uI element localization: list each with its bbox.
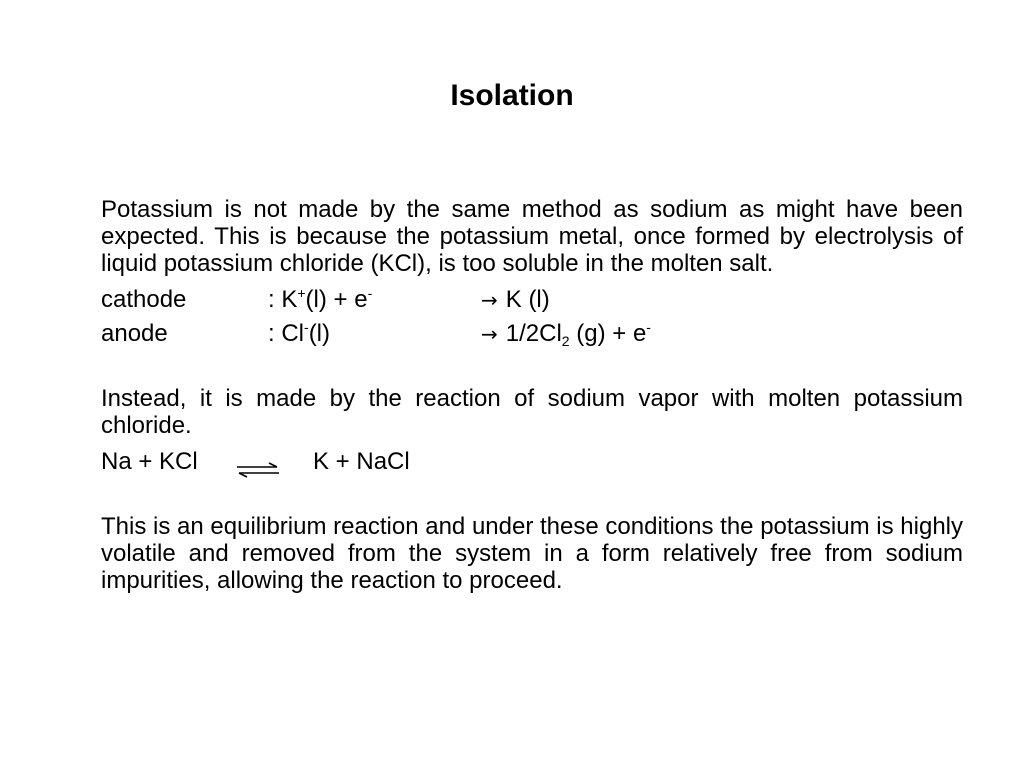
- right-arrow-icon: →: [481, 322, 498, 346]
- reaction-products: K + NaCl: [313, 448, 410, 475]
- anode-reactants: : Cl-(l): [268, 319, 331, 347]
- paragraph-sodium-vapor: Instead, it is made by the reaction of sodium vapor with molten potassium chloride.: [101, 385, 963, 439]
- paragraph-electrolysis: Potassium is not made by the same method as sodium as might have been expected. This is because the potassium metal, once formed by electrolysis of liquid potassium chloride (KCl), is too soluble in the molten salt.: [101, 196, 963, 277]
- cathode-products: → K (l): [481, 283, 550, 317]
- cathode-label: cathode: [101, 286, 187, 313]
- paragraph-equilibrium: This is an equilibrium reaction and under these conditions the potassium is highly volatile and removed from the system in a form relatively free from sodium impurities, allowing the reaction to proceed.: [101, 513, 963, 594]
- cathode-reactants: : K+(l) + e-: [268, 285, 373, 313]
- reaction-reactants: Na + KCl: [101, 448, 198, 475]
- slide-body: [101, 196, 963, 594]
- slide-title: Isolation: [450, 79, 574, 112]
- equilibrium-reaction: [101, 445, 963, 479]
- anode-label: anode: [101, 320, 168, 347]
- anode-equation: [101, 317, 963, 351]
- cathode-equation: [101, 283, 963, 317]
- right-arrow-icon: →: [481, 288, 498, 312]
- equilibrium-arrows-icon: [235, 454, 281, 488]
- anode-products: → $1/2Cl_2$ (g) + e-: [481, 319, 651, 349]
